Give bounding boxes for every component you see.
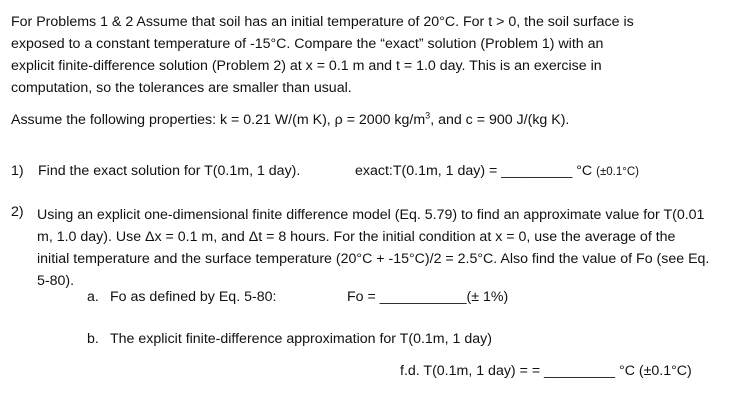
problem2-number: 2) [11,204,24,220]
part-b-tolerance: (±0.1°C) [638,363,692,379]
part-b-answer-label: f.d. T(0.1m, 1 day) = = _________ [400,363,616,379]
properties-text-end: , and c = 900 J/(kg K). [430,112,570,128]
intro-paragraph [11,11,739,99]
properties-line [11,112,569,128]
problem1-unit: °C [576,163,593,179]
problem2-paragraph [37,204,742,292]
problem2-line: 5-80). [37,273,75,289]
problem1-tolerance: (±0.1°C) [596,166,639,178]
part-b-answer [400,363,692,379]
cubic-superscript: 3 [425,110,431,121]
problem2-line: Using an explicit one-dimensional finite difference model (Eq. 5.79) to find an approximate value for T(0.01 [37,207,705,223]
part-b-letter: b. [87,331,99,347]
problem1-text: Find the exact solution for T(0.1m, 1 day). [38,163,301,179]
intro-line: computation, so the tolerances are smaller than usual. [11,80,352,96]
intro-line: For Problems 1 & 2 Assume that soil has an initial temperature of 20°C. For t > 0, the soil surface is [11,14,634,30]
intro-line: exposed to a constant temperature of -15°C. Compare the “exact” solution (Problem 1) with an [11,36,604,52]
problem2-line: m, 1.0 day). Use Δx = 0.1 m, and Δt = 8 hours. For the initial condition at x = 0, use the average of the [37,229,676,245]
part-b-unit: °C [619,363,635,379]
part-a-letter: a. [87,289,99,305]
problem1-answer [355,163,639,179]
problem1-number: 1) [11,163,24,179]
part-a-text: Fo as defined by Eq. 5-80: [110,289,277,305]
part-a-tolerance: (± 1%) [466,289,509,305]
part-b-text: The explicit finite-difference approximation for T(0.1m, 1 day) [110,331,492,347]
properties-text: Assume the following properties: k = 0.21 W/(m K), ρ = 2000 kg/m [11,112,426,128]
intro-line: explicit finite-difference solution (Problem 2) at x = 0.1 m and t = 1.0 day. This is an exercise in [11,58,602,74]
part-a-answer-label: Fo = ___________ [347,289,467,305]
part-a-answer [347,289,508,305]
problem1-answer-label: exact:T(0.1m, 1 day) = _________ [355,163,573,179]
problem2-line: initial temperature and the surface temperature (20°C + -15°C)/2 = 2.5°C. Also find the value of Fo (see Eq. [37,251,710,267]
